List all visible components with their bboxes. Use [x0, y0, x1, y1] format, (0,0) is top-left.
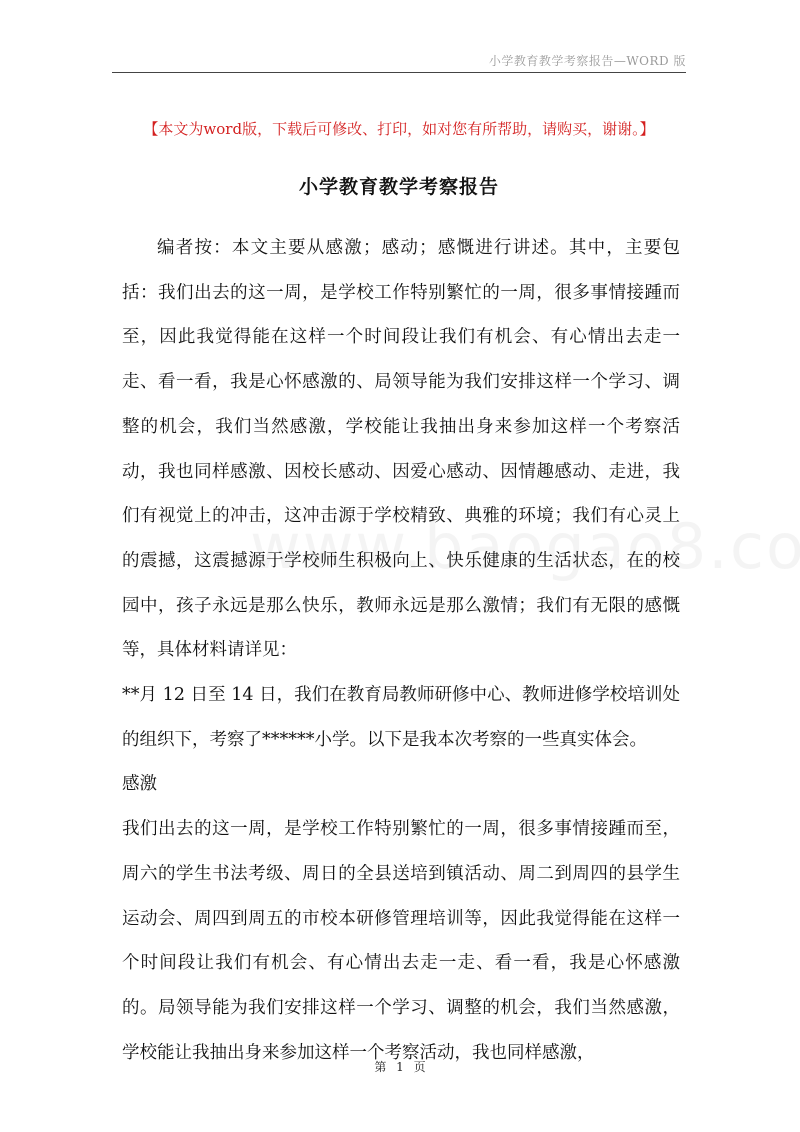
page-number: 第 1 页	[374, 1060, 426, 1074]
body-paragraph: **月 12 日至 14 日，我们在教育局教师研修中心、教师进修学校培训处的组织下，考察了******小学。以下是我本次考察的一些真实体会。	[122, 685, 680, 750]
purchase-notice: 【本文为word版，下载后可修改、打印，如对您有所帮助，请购买，谢谢。】	[143, 120, 655, 138]
section-heading: 感激	[122, 774, 157, 795]
document-body	[122, 226, 680, 1075]
editor-note-paragraph: 编者按：本文主要从感激；感动；感慨进行讲述。其中，主要包括：我们出去的这一周，是学校工作特别繁忙的一周，很多事情接踵而至，因此我觉得能在这样一个时间段让我们有机会、有心情出去走一走、看一看，我是心怀感激的、局领导能为我们安排这样一个学习、调整的机会，我们当然感激，学校能让我抽出身来参加这样一个考察活动，我也同样感激、因校长感动、因爱心感动、因情趣感动、走进，我们有视觉上的冲击，这冲击源于学校精致、典雅的环境；我们有心灵上的震撼，这震撼源于学校师生积极向上、快乐健康的生活状态，在的校园中，孩子永远是那么快乐，教师永远是那么激情；我们有无限的感慨等，具体材料请详见：	[122, 238, 680, 661]
running-header: 小学教育教学考察报告—WORD 版	[488, 54, 686, 68]
document-title: 小学教育教学考察报告	[298, 176, 499, 198]
body-paragraph: 我们出去的这一周，是学校工作特别繁忙的一周，很多事情接踵而至，周六的学生书法考级、周日的全县送培到镇活动、周二到周四的县学生运动会、周四到周五的市校本研修管理培训等，因此我觉得能在这样一个时间段让我们有机会、有心情出去走一走、看一看，我是心怀感激的。局领导能为我们安排这样一个学习、调整的机会，我们当然感激，学校能让我抽出身来参加这样一个考察活动，我也同样感激，	[122, 819, 680, 1063]
header-divider	[112, 72, 686, 73]
